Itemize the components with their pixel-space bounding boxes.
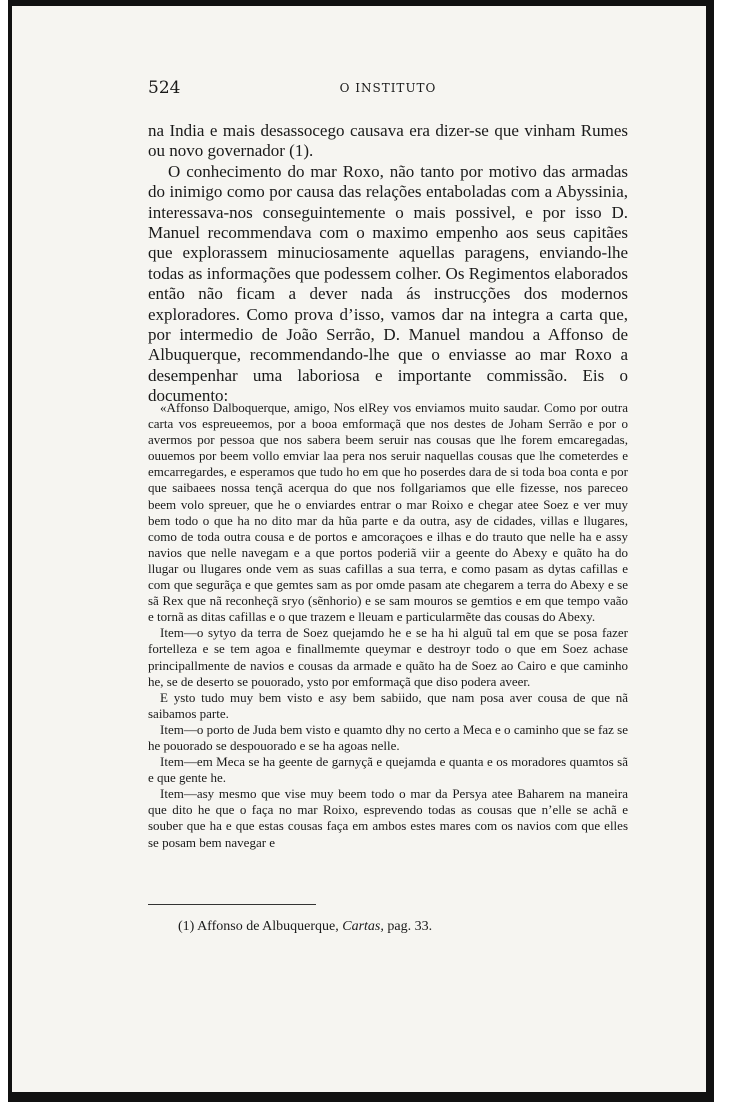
- quote-paragraph: E ysto tudo muy bem visto e asy bem sabiido, que nam posa aver cousa de que nã saibamos parte.: [148, 689, 628, 721]
- footnote-page-ref: pag. 33.: [387, 919, 433, 934]
- body-text: [148, 121, 628, 407]
- footnote-marker: (1): [178, 919, 195, 934]
- page-header: [148, 78, 628, 102]
- document-page: [12, 6, 706, 1092]
- footnote-divider: [148, 904, 316, 905]
- page-number: 524: [148, 78, 181, 98]
- footnote-author: Affonso de Albuquerque,: [197, 919, 339, 934]
- quote-paragraph: Item—em Meca se ha geente de garnyçã e quejamda e quanta e os moradores quamtos sã e que gente he.: [148, 754, 628, 786]
- running-title: O INSTITUTO: [339, 81, 437, 95]
- quote-paragraph: «Affonso Dalboquerque, amigo, Nos elRey vos enviamos muito saudar. Como por outra carta vos espreueemos, por a booa emformaçã que nos destes de Joham Serrão e por o avermos por pessoa que nos sabera beem seruir nas cousas que lhe forem emcaregadas, ouuemos por beem vollo emviar laa pera nos seruir naquellas cousas que lhe cometerdes e emcarregardes, e esperamos que tudo ho em que ho poserdes dara de si toda boa conta e por que saibaees nossa tençã acerqua do que nos follgariamos que elle fizesse, nos pareceo beem volo spreuer, que he o enviardes entrar o mar Roixo e chegar atee Soez e ver muy bem todo o que ha no dito mar da hũa parte e da outra, asy de cidades, villas e llugares, como de toda outra cousa e de portos e amcoraçoes e ilhas e do trauto que nelle ha e assy navios que nelle navegam e a que portos poderiã viir a geente do Abexy e quãto ha do llugar ou llugares onde vem as suas cafillas a sua terra, e como pasam as dytas cafillas e com que segurãça e que gemtes sam as por omde pasam ate chegarem a terra do Abexy e se sã Rex que nã reconheçã sryo (sẽnhorio) e se sam mouros se gemtios e em que tempo vaão e tornã as ditas cafillas e o que trazem e lleuam e particularmẽte das cousas do Abexy.: [148, 400, 628, 625]
- footnote: [178, 919, 432, 935]
- quote-paragraph: Item—asy mesmo que vise muy beem todo o mar da Persya atee Baharem na maneira que dito he que o faça no mar Roixo, esprevendo todas as cousas que n’elle se achã e souber que ha e que estas cousas faça em ambos estes mares com os navios com que elles se posam bem navegar e: [148, 786, 628, 850]
- page-frame: [8, 0, 714, 1102]
- quote-paragraph: Item—o sytyo da terra de Soez quejamdo he e se ha hi alguũ tal em que se posa fazer fortelleza e se tem agoa e finallmemte queymar e destroyr todo o que em Soez achase principallmente de navios e cousas da armade e quãto ha de Soez ao Cairo e que caminho he, se de deserto se pouorado, ysto por emformaçã que diso podera aveer.: [148, 625, 628, 689]
- quote-paragraph: Item—o porto de Juda bem visto e quamto dhy no certo a Meca e o caminho que se faz se he pouorado se despouorado e se ha agoas nelle.: [148, 721, 628, 753]
- quoted-document: [148, 400, 628, 851]
- body-paragraph: O conhecimento do mar Roxo, não tanto por motivo das armadas do inimigo como por causa das relações entaboladas com a Abyssinia, interessava-nos conseguintemente o mais possivel, e por isso D. Manuel recommendava com o maximo empenho aos seus capitães que explorassem minuciosamente aquellas paragens, enviando-lhe todas as informações que podessem colher. Os Regimentos elaborados então não ficam a dever nada ás instrucções dos modernos exploradores. Como prova d’isso, vamos dar na integra a carta que, por intermedio de João Serrão, D. Manuel mandou a Affonso de Albuquerque, recommendando-lhe que o enviasse ao mar Roxo a desempenhar uma laboriosa e importante commissão. Eis o documento:: [148, 161, 628, 406]
- body-paragraph: na India e mais desassocego causava era dizer-se que vinham Rumes ou novo governador (1).: [148, 121, 628, 161]
- footnote-work-title: Cartas,: [342, 919, 384, 934]
